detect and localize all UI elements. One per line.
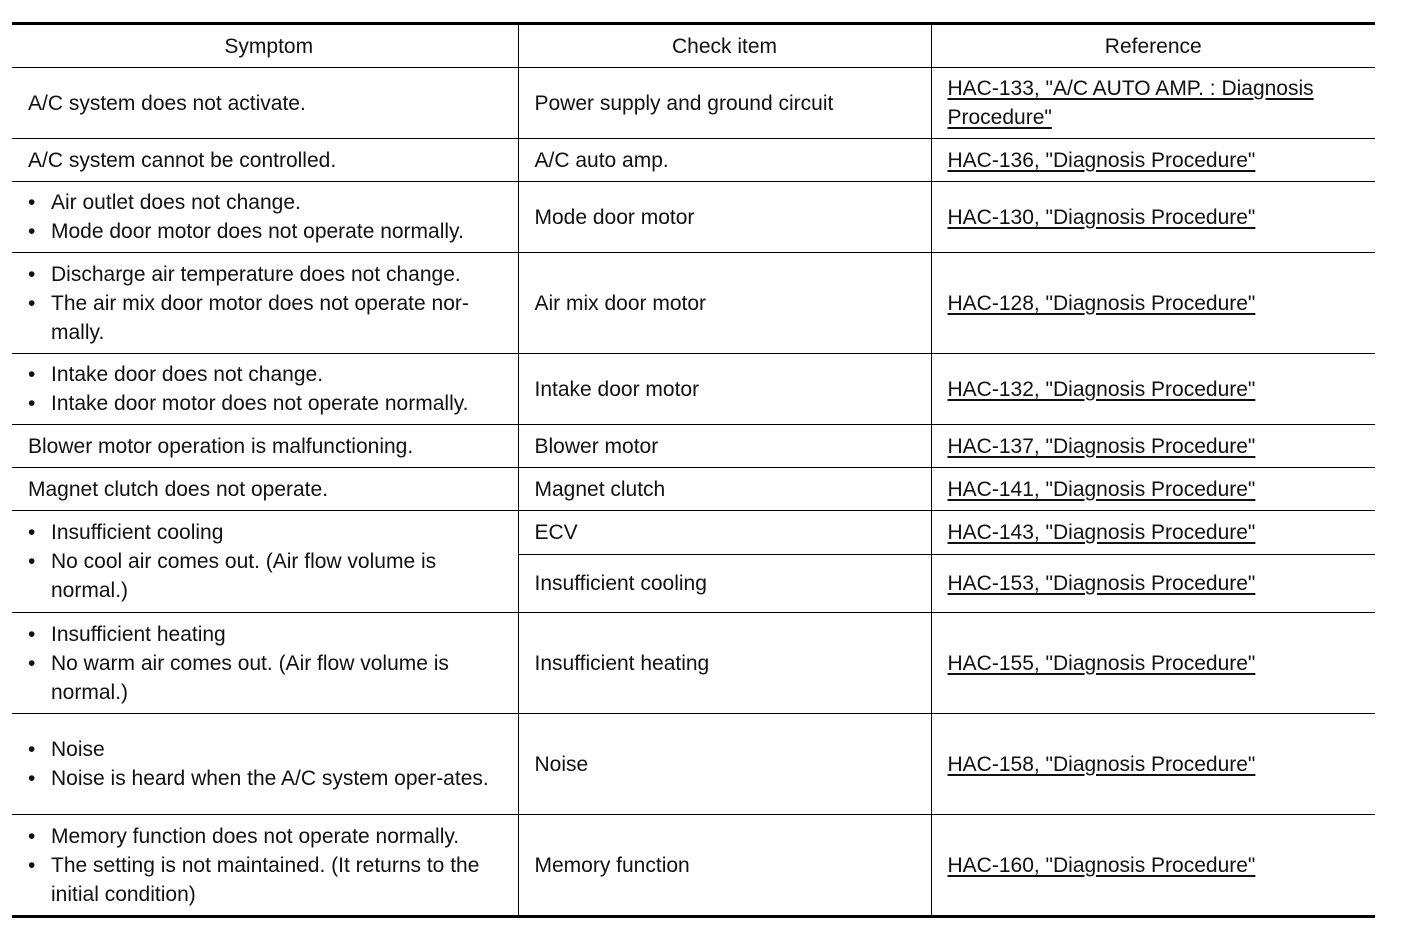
table-row (12, 139, 1375, 182)
table-row (12, 182, 1375, 253)
check-item-cell: Blower motor (518, 425, 931, 468)
symptom-list (28, 360, 510, 418)
reference-link[interactable]: HAC-141, "Diagnosis Procedure" (947, 477, 1256, 501)
reference-cell (931, 468, 1375, 511)
reference-cell (931, 354, 1375, 425)
symptom-cell: Blower motor operation is malfunctioning. (12, 425, 518, 468)
reference-link[interactable]: HAC-128, "Diagnosis Procedure" (947, 291, 1256, 315)
symptom-item: • Insufficient heating (28, 620, 510, 649)
symptom-item: • The air mix door motor does not operate nor-mally. (28, 289, 510, 347)
reference-link[interactable]: HAC-130, "Diagnosis Procedure" (947, 205, 1256, 229)
symptom-item: • Intake door does not change. (28, 360, 510, 389)
check-item-cell: Memory function (518, 815, 931, 917)
table-row (12, 68, 1375, 139)
check-item-cell: Power supply and ground circuit (518, 68, 931, 139)
table-row (12, 714, 1375, 815)
symptom-list (28, 822, 510, 909)
check-item-cell: Mode door motor (518, 182, 931, 253)
symptom-item: • The setting is not maintained. (It returns to the initial condition) (28, 851, 510, 909)
reference-cell (931, 815, 1375, 917)
symptom-item: • Air outlet does not change. (28, 188, 510, 217)
symptom-list (28, 620, 510, 707)
symptom-item: • No warm air comes out. (Air flow volume is normal.) (28, 649, 510, 707)
symptom-cell (12, 511, 518, 613)
symptom-list (28, 735, 510, 793)
check-item-cell: A/C auto amp. (518, 139, 931, 182)
reference-cell (931, 253, 1375, 354)
reference-link[interactable]: HAC-136, "Diagnosis Procedure" (947, 148, 1256, 172)
symptom-cell (12, 182, 518, 253)
table-row (12, 815, 1375, 917)
table-row (12, 613, 1375, 714)
check-item-cell: Magnet clutch (518, 468, 931, 511)
reference-link[interactable]: HAC-160, "Diagnosis Procedure" (947, 853, 1256, 877)
header-reference: Reference (931, 24, 1375, 68)
reference-link[interactable]: HAC-143, "Diagnosis Procedure" (947, 521, 1256, 544)
header-row (12, 24, 1375, 68)
reference-link[interactable]: HAC-155, "Diagnosis Procedure" (947, 651, 1256, 675)
reference-cell (931, 182, 1375, 253)
reference-cell (931, 511, 1375, 555)
symptom-cell: A/C system cannot be controlled. (12, 139, 518, 182)
diagnosis-table (12, 22, 1375, 918)
check-item-cell: Insufficient heating (518, 613, 931, 714)
symptom-cell: Magnet clutch does not operate. (12, 468, 518, 511)
reference-cell (931, 68, 1375, 139)
symptom-item: • Discharge air temperature does not change. (28, 260, 510, 289)
symptom-item: • Noise (28, 735, 510, 764)
reference-cell (931, 714, 1375, 815)
reference-link[interactable]: HAC-153, "Diagnosis Procedure" (947, 572, 1256, 595)
symptom-list (28, 188, 510, 246)
table-row (12, 468, 1375, 511)
reference-link[interactable]: HAC-132, "Diagnosis Procedure" (947, 377, 1256, 401)
symptom-item: • Insufficient cooling (28, 518, 510, 547)
symptom-item: • Memory function does not operate normally. (28, 822, 510, 851)
symptom-cell (12, 253, 518, 354)
reference-link[interactable]: HAC-137, "Diagnosis Procedure" (947, 434, 1256, 458)
header-check-item: Check item (518, 24, 931, 68)
reference-cell (931, 139, 1375, 182)
symptom-item: • No cool air comes out. (Air flow volume is normal.) (28, 547, 510, 605)
check-item-cell: Noise (518, 714, 931, 815)
symptom-cell (12, 354, 518, 425)
symptom-cell (12, 815, 518, 917)
reference-link[interactable]: HAC-133, "A/C AUTO AMP. : Diagnosis Procedure" (947, 77, 1314, 129)
check-item-cell: Air mix door motor (518, 253, 931, 354)
header-symptom: Symptom (12, 24, 518, 68)
reference-cell (931, 425, 1375, 468)
check-item-cell: Insufficient cooling (518, 555, 931, 613)
reference-link[interactable]: HAC-158, "Diagnosis Procedure" (947, 752, 1256, 776)
check-item-cell: ECV (518, 511, 931, 555)
symptom-item: • Mode door motor does not operate normally. (28, 217, 510, 246)
table-row (12, 425, 1375, 468)
symptom-list (28, 518, 510, 605)
check-item-cell: Intake door motor (518, 354, 931, 425)
reference-cell (931, 555, 1375, 613)
symptom-item: • Noise is heard when the A/C system oper-ates. (28, 764, 510, 793)
symptom-list (28, 260, 510, 347)
table-row (12, 511, 1375, 555)
symptom-cell: A/C system does not activate. (12, 68, 518, 139)
symptom-item: • Intake door motor does not operate normally. (28, 389, 510, 418)
symptom-cell (12, 714, 518, 815)
table-row (12, 253, 1375, 354)
symptom-cell (12, 613, 518, 714)
reference-cell (931, 613, 1375, 714)
table-row (12, 354, 1375, 425)
